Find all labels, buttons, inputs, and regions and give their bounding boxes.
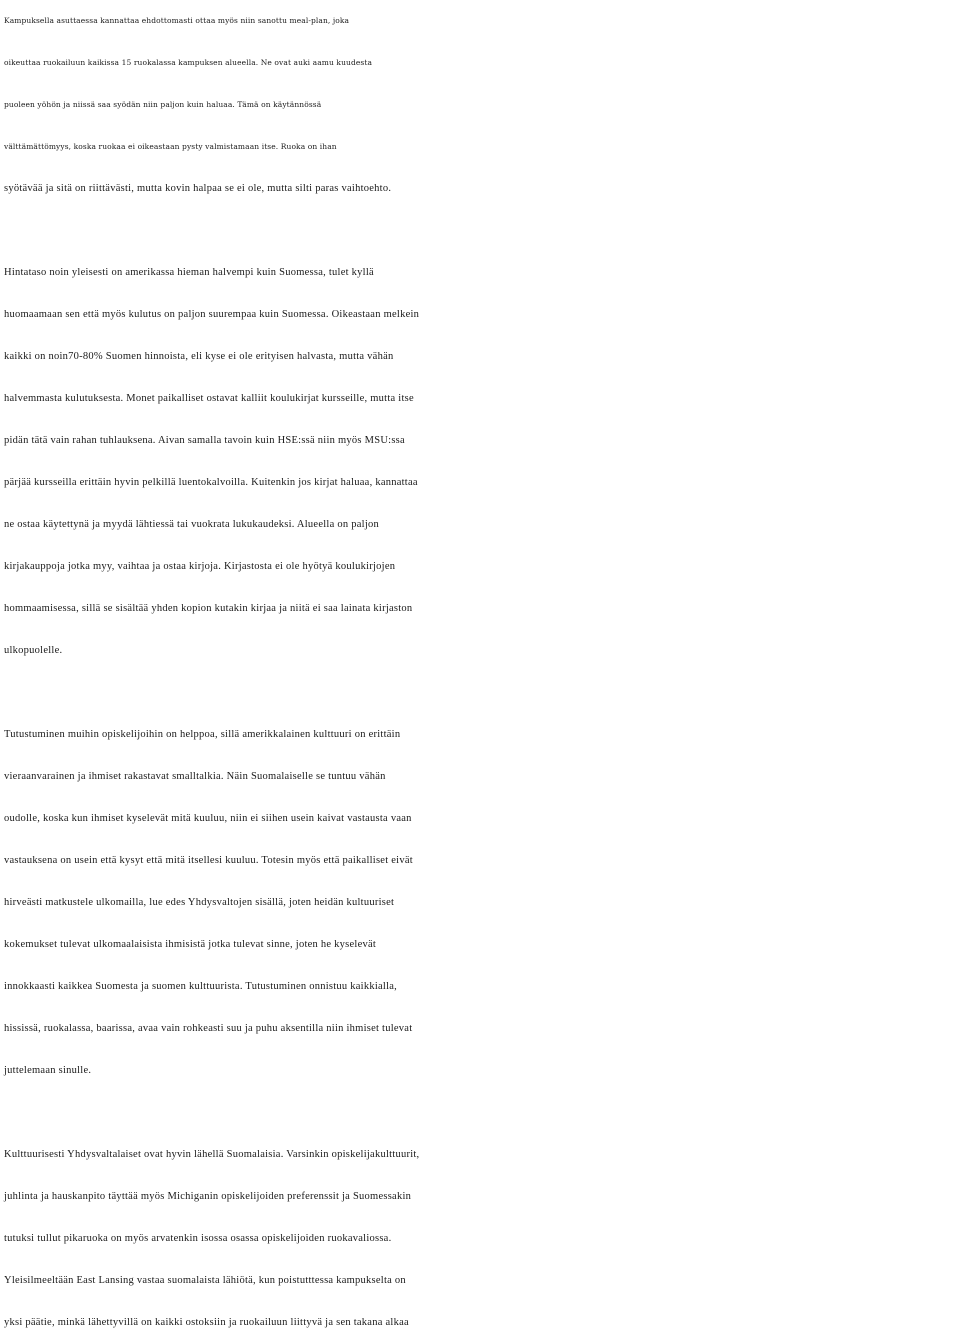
text-line: hirveästi matkustele ulkomailla, lue edes Yhdysvaltojen sisällä, joten heidän kultuuriset bbox=[4, 897, 395, 908]
text-line: oikeuttaa ruokailuun kaikissa 15 ruokalassa kampuksen alueella. Ne ovat auki aamu kuudesta bbox=[4, 58, 373, 67]
text-line: juhlinta ja hauskanpito täyttää myös Michiganin opiskelijoiden preferenssit ja Suomessakin bbox=[4, 1191, 412, 1202]
text-line: ne ostaa käytettynä ja myydä lähtiessä tai vuokrata lukukaudeksi. Alueella on paljon bbox=[4, 519, 379, 530]
text-line: Kampuksella asuttaessa kannattaa ehdottomasti ottaa myös niin sanottu meal-plan, joka bbox=[4, 16, 350, 25]
paragraph-gap bbox=[4, 1092, 960, 1134]
text-line: vieraanvarainen ja ihmiset rakastavat smalltalkia. Näin Suomalaiselle se tuntuu vähän bbox=[4, 771, 386, 782]
text-line: yksi päätie, minkä lähettyvillä on kaikki ostoksiin ja ruokailuun liittyvä ja sen takana alkaa bbox=[4, 1317, 409, 1328]
paragraph-meal-plan bbox=[4, 0, 960, 210]
text-line: ulkopuolelle. bbox=[4, 645, 63, 656]
text-line: Kulttuurisesti Yhdysvaltalaiset ovat hyvin lähellä Suomalaisia. Varsinkin opiskelijakulttuurit, bbox=[4, 1149, 420, 1160]
text-line: hommaamisessa, sillä se sisältää yhden kopion kutakin kirjaa ja niitä ei saa lainata kirjaston bbox=[4, 603, 413, 614]
text-line: tutuksi tullut pikaruoka on myös arvatenkin isossa osassa opiskelijoiden ruokavaliossa. bbox=[4, 1233, 392, 1244]
text-line: huomaamaan sen että myös kulutus on paljon suurempaa kuin Suomessa. Oikeastaan melkein bbox=[4, 309, 420, 320]
text-line: Yleisilmeeltään East Lansing vastaa suomalaista lähiötä, kun poistutttessa kampukselta on bbox=[4, 1275, 406, 1286]
text-line: kirjakauppoja jotka myy, vaihtaa ja ostaa kirjoja. Kirjastosta ei ole hyötyä koulukirjojen bbox=[4, 561, 396, 572]
text-line: pärjää kursseilla erittäin hyvin pelkillä luentokalvoilla. Kuitenkin jos kirjat haluaa, kannattaa bbox=[4, 477, 418, 488]
text-line: vastauksena on usein että kysyt että mitä itsellesi kuuluu. Totesin myös että paikalliset eivät bbox=[4, 855, 413, 866]
text-line: halvemmasta kulutuksesta. Monet paikalliset ostavat kalliit koulukirjat kursseille, mutta itse bbox=[4, 393, 414, 404]
paragraph-price-level bbox=[4, 252, 960, 672]
text-line: pidän tätä vain rahan tuhlauksena. Aivan samalla tavoin kuin HSE:ssä niin myös MSU:ssa bbox=[4, 435, 405, 446]
document-page bbox=[4, 0, 960, 1344]
paragraph-gap bbox=[4, 210, 960, 252]
text-line: kaikki on noin70-80% Suomen hinnoista, eli kyse ei ole erityisen halvasta, mutta vähän bbox=[4, 351, 394, 362]
text-line: kokemukset tulevat ulkomaalaisista ihmisistä jotka tulevat sinne, joten he kyselevät bbox=[4, 939, 377, 950]
text-line: hississä, ruokalassa, baarissa, avaa vain rohkeasti suu ja puhu aksentilla niin ihmiset tulevat bbox=[4, 1023, 413, 1034]
paragraph-gap bbox=[4, 672, 960, 714]
paragraph-culture bbox=[4, 1134, 960, 1344]
text-line: puoleen yöhön ja niissä saa syödän niin paljon kuin haluaa. Tämä on käytännössä bbox=[4, 100, 322, 109]
paragraph-meeting-students bbox=[4, 714, 960, 1092]
text-line: oudolle, koska kun ihmiset kyselevät mitä kuuluu, niin ei siihen usein kaivat vastausta vaan bbox=[4, 813, 412, 824]
text-line: välttämättömyys, koska ruokaa ei oikeastaan pysty valmistamaan itse. Ruoka on ihan bbox=[4, 142, 337, 151]
text-line: Hintataso noin yleisesti on amerikassa hieman halvempi kuin Suomessa, tulet kyllä bbox=[4, 267, 374, 278]
text-line: Tutustuminen muihin opiskelijoihin on helppoa, sillä amerikkalainen kulttuuri on erittäin bbox=[4, 729, 401, 740]
text-line: juttelemaan sinulle. bbox=[4, 1065, 92, 1076]
text-line: syötävää ja sitä on riittävästi, mutta kovin halpaa se ei ole, mutta silti paras vaihtoehto. bbox=[4, 183, 392, 194]
text-line: innokkaasti kaikkea Suomesta ja suomen kulttuurista. Tutustuminen onnistuu kaikkialla, bbox=[4, 981, 398, 992]
